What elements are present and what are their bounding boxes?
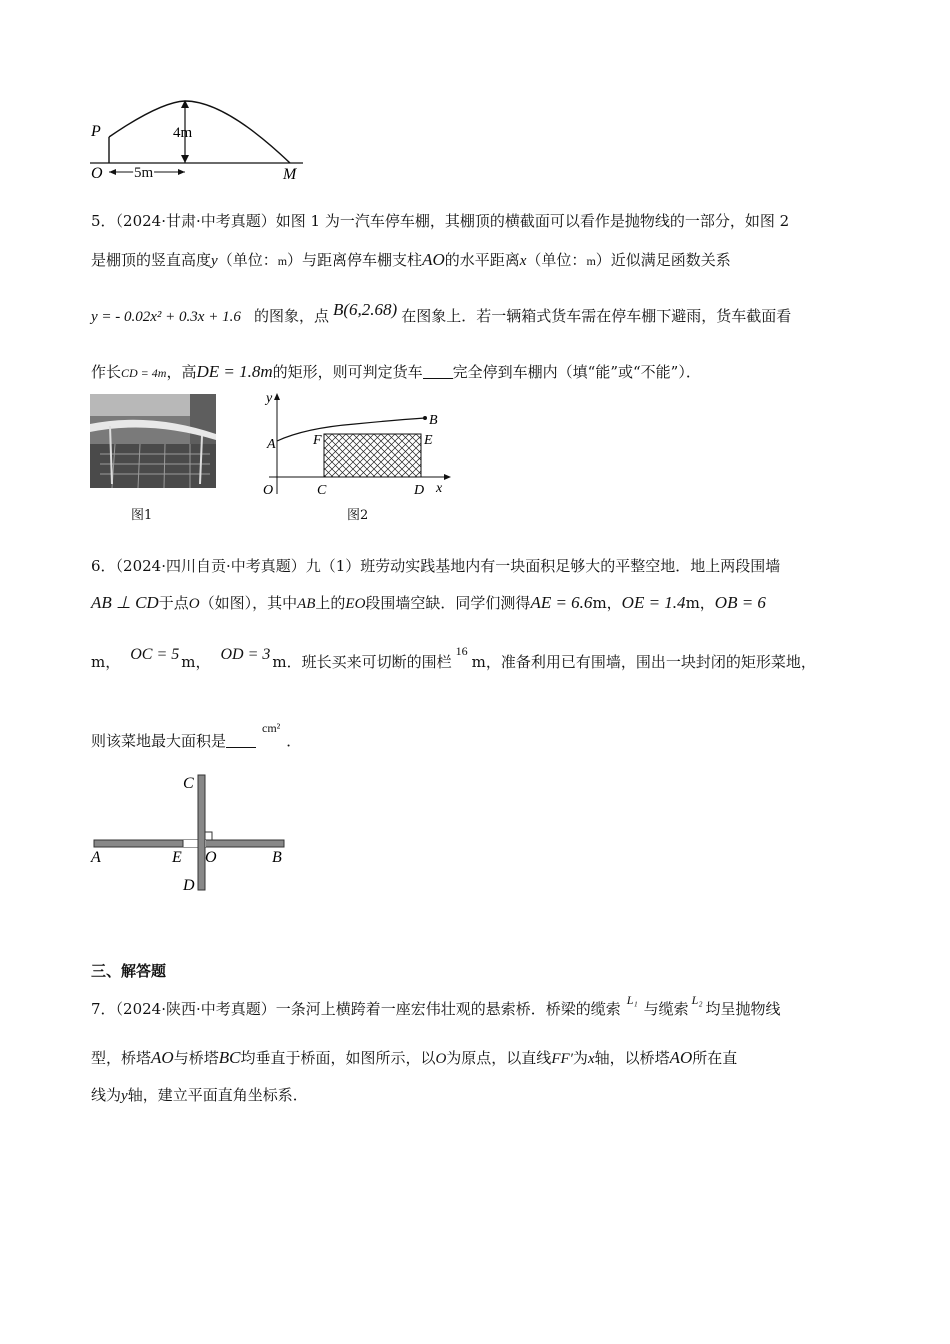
q7-AO: AO xyxy=(669,1048,693,1067)
q6-OC: OC = 5 xyxy=(130,646,180,663)
q5-answer-blank xyxy=(423,364,453,379)
q7-line1 xyxy=(91,993,781,1020)
q7-O: O xyxy=(435,1051,447,1067)
q7-text: 为 xyxy=(572,1049,588,1067)
q5-text: 的矩形，则可判定货车 xyxy=(272,363,423,381)
q7-text: 7．（2024·陕西·中考真题）一条河上横跨着一座宏伟壮观的悬索桥．桥梁的缆索 xyxy=(91,1000,621,1018)
q5-AO: AO xyxy=(422,250,445,269)
q5-line1: 5．（2024·甘肃·中考真题）如图 1 为一汽车停车棚，其棚顶的横截面可以看作是抛物线的一部分，如图 2 xyxy=(91,212,790,230)
q7-text: 线为 xyxy=(91,1086,122,1104)
q6-answer-blank xyxy=(226,733,256,748)
q6-EO: EO xyxy=(345,596,366,612)
graph-label-C: C xyxy=(317,483,327,498)
q6-fig-B: B xyxy=(272,849,282,866)
q6-unit-cm2: cm² xyxy=(262,721,281,735)
graph-label-y: y xyxy=(266,392,273,406)
caption-fig1: 图1 xyxy=(131,508,153,523)
q5-unit: m xyxy=(586,254,596,268)
q5-text: 的水平距离 xyxy=(444,251,520,269)
q7-text: 型，桥塔 xyxy=(91,1049,152,1067)
q5-unit: m xyxy=(277,254,288,268)
q6-text: 则该菜地最大面积是 xyxy=(91,732,227,750)
q6-fig-C: C xyxy=(183,775,194,792)
graph-label-E: E xyxy=(424,433,433,448)
q5-point-B: B(6,2.68) xyxy=(333,300,398,319)
q7-FF: FF′ xyxy=(551,1051,573,1067)
q6-AB-perp-CD: AB ⊥ CD xyxy=(91,593,159,612)
q6-text: 段围墙空缺．同学们测得 xyxy=(365,594,531,612)
q5-function: y = - 0.02x² + 0.3x + 1.6 xyxy=(91,309,241,325)
q5-DE: DE = 1.8m xyxy=(196,362,273,381)
q5-text: ）近似满足函数关系 xyxy=(595,251,731,269)
q5-line4 xyxy=(91,362,701,383)
top-parabola-figure xyxy=(85,92,310,184)
q6-text: m，准备利用已有围墙，围出一块封闭的矩形菜地， xyxy=(471,653,816,671)
q7-line2 xyxy=(91,1048,737,1069)
q6-text: m， xyxy=(592,594,622,612)
q6-text: m， xyxy=(685,594,715,612)
q6-AE: AE = 6.6 xyxy=(530,593,593,612)
q7-text: 均垂直于桥面，如图所示，以 xyxy=(240,1049,436,1067)
q7-line3 xyxy=(91,1085,308,1106)
q7-text: 轴，以桥塔 xyxy=(594,1049,670,1067)
q5-var-x: x xyxy=(519,253,527,269)
q7-y: y xyxy=(121,1088,128,1104)
q6-line3 xyxy=(91,644,816,673)
label-P: P xyxy=(91,123,101,140)
q6-fig-E: E xyxy=(172,849,182,866)
q6-text: m， xyxy=(181,653,211,671)
q5-CD: CD = 4m xyxy=(121,366,167,380)
graph-label-F: F xyxy=(313,433,322,448)
q6-text: 上的 xyxy=(315,594,346,612)
q7-text: 均呈抛物线 xyxy=(705,1000,781,1018)
q6-OB: OB = 6 xyxy=(714,593,766,612)
q5-text: 是棚顶的竖直高度 xyxy=(91,251,212,269)
q6-O: O xyxy=(188,596,200,612)
q5-line2 xyxy=(91,250,731,271)
q6-fence-length: 16 xyxy=(455,644,468,658)
q6-fig-O: O xyxy=(205,849,217,866)
caption-fig2: 图2 xyxy=(347,508,369,523)
q7-text: 所在直 xyxy=(692,1049,738,1067)
q5-text: （单位： xyxy=(217,251,278,269)
q6-text: m， xyxy=(91,653,121,671)
q6-text: （如图），其中 xyxy=(199,594,298,612)
q5-graph-figure xyxy=(255,392,455,498)
q7-L2: L₂ xyxy=(691,993,703,1007)
graph-label-x: x xyxy=(436,481,443,496)
q7-AO: AO xyxy=(151,1048,174,1067)
q5-text: ）与距离停车棚支柱 xyxy=(287,251,423,269)
q6-line4 xyxy=(91,721,302,752)
label-M: M xyxy=(283,166,297,183)
q6-line2 xyxy=(91,593,766,614)
label-4m: 4m xyxy=(173,125,193,141)
q5-line3 xyxy=(91,300,792,327)
q6-text: ． xyxy=(286,732,302,750)
q7-L1: L₁ xyxy=(626,993,638,1007)
q6-text: 于点 xyxy=(158,594,189,612)
section-heading: 三、解答题 xyxy=(91,962,167,980)
q6-OD: OD = 3 xyxy=(220,646,271,663)
label-O: O xyxy=(91,165,103,182)
q5-text: 在图象上．若一辆箱式货车需在停车棚下避雨，货车截面看 xyxy=(401,307,792,325)
graph-label-B: B xyxy=(429,413,438,428)
q6-OE: OE = 1.4 xyxy=(621,593,686,612)
q7-text: 为原点，以直线 xyxy=(446,1049,552,1067)
carport-photo xyxy=(90,394,216,488)
q7-x: x xyxy=(587,1051,595,1067)
q6-AB: AB xyxy=(297,596,316,612)
graph-label-D: D xyxy=(414,483,425,498)
q5-text: 完全停到车棚内（填“能”或“不能”）． xyxy=(452,363,701,381)
q5-text: ，高 xyxy=(166,363,197,381)
q5-text: 的图象，点 xyxy=(254,307,330,325)
q7-text: 轴，建立平面直角坐标系． xyxy=(127,1086,308,1104)
q6-fig-D: D xyxy=(183,877,195,894)
q7-text: 与桥塔 xyxy=(173,1049,219,1067)
q6-line1: 6．（2024·四川自贡·中考真题）九（1）班劳动实践基地内有一块面积足够大的平整空地．地上两段围墙 xyxy=(91,557,781,575)
q5-var-y: y xyxy=(211,253,218,269)
graph-label-O: O xyxy=(263,483,274,498)
q5-text: （单位： xyxy=(526,251,587,269)
label-5m: 5m xyxy=(134,165,154,181)
q6-wall-figure xyxy=(88,770,298,896)
q6-text: m．班长买来可切断的围栏 xyxy=(272,653,452,671)
graph-label-A: A xyxy=(267,437,276,452)
q6-fig-A: A xyxy=(91,849,101,866)
q7-text: 与缆索 xyxy=(643,1000,689,1018)
q7-BC: BC xyxy=(218,1048,241,1067)
q5-text: 作长 xyxy=(91,363,122,381)
